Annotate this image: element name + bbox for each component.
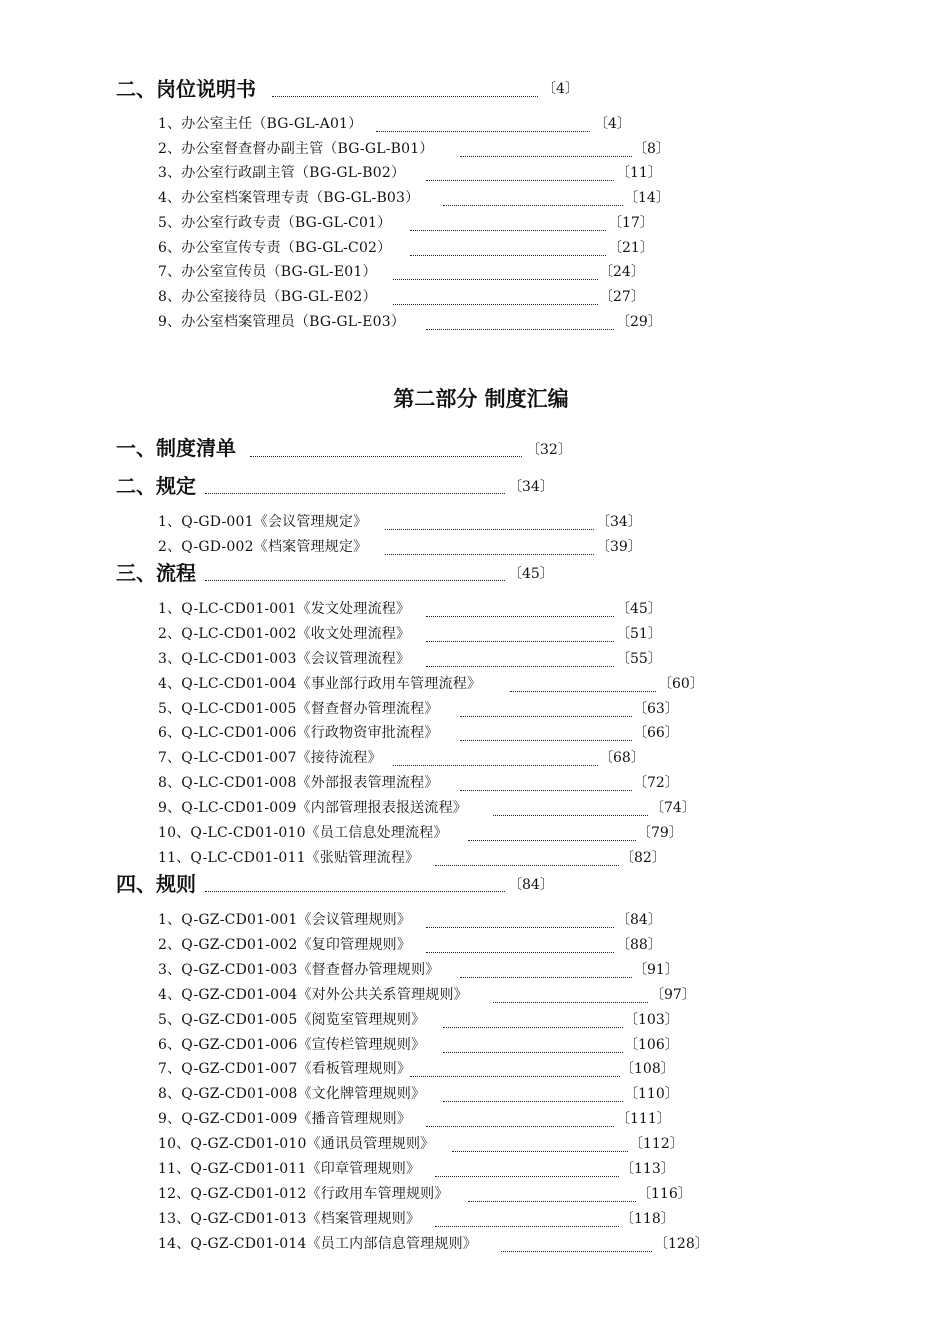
page-number: 〔8〕 xyxy=(633,141,670,157)
page-number: 〔32〕 xyxy=(526,442,572,458)
page-number: 〔39〕 xyxy=(596,539,642,555)
toc-entry: 1、Q-GZ-CD01-001《会议管理规则》 xyxy=(158,912,412,928)
part-title: 第二部分 制度汇编 xyxy=(393,387,569,411)
toc-entry: 1、Q-LC-CD01-001《发文处理流程》 xyxy=(158,601,411,617)
dot-leader xyxy=(443,1052,623,1053)
dot-leader xyxy=(460,790,632,791)
dot-leader xyxy=(460,977,632,978)
dot-leader xyxy=(426,666,614,667)
toc-entry: 3、办公室行政副主管（BG-GL-B02） xyxy=(158,165,406,181)
dot-leader xyxy=(393,279,598,280)
page-number: 〔112〕 xyxy=(629,1136,684,1152)
page-number: 〔106〕 xyxy=(624,1037,679,1053)
toc-entry: 10、Q-LC-CD01-010《员工信息处理流程》 xyxy=(158,825,448,841)
toc-entry: 2、Q-LC-CD01-002《收文处理流程》 xyxy=(158,626,411,642)
toc-entry: 10、Q-GZ-CD01-010《通讯员管理规则》 xyxy=(158,1136,435,1152)
toc-entry: 8、Q-GZ-CD01-008《文化牌管理规则》 xyxy=(158,1086,426,1102)
dot-leader xyxy=(250,456,522,457)
dot-leader xyxy=(205,891,505,892)
page-number: 〔79〕 xyxy=(637,825,683,841)
toc-entry: 6、Q-LC-CD01-006《行政物资审批流程》 xyxy=(158,725,439,741)
toc-entry: 3、Q-GZ-CD01-003《督查督办管理规则》 xyxy=(158,962,440,978)
dot-leader xyxy=(426,1126,614,1127)
page-number: 〔34〕 xyxy=(508,479,554,495)
toc-entry: 5、Q-LC-CD01-005《督查督办管理流程》 xyxy=(158,701,439,717)
dot-leader xyxy=(385,554,594,555)
toc-entry: 4、Q-GZ-CD01-004《对外公共关系管理规则》 xyxy=(158,987,468,1003)
dot-leader xyxy=(460,740,632,741)
toc-entry: 13、Q-GZ-CD01-013《档案管理规则》 xyxy=(158,1211,421,1227)
page-number: 〔4〕 xyxy=(594,116,631,132)
dot-leader xyxy=(426,616,614,617)
page-number: 〔128〕 xyxy=(654,1236,709,1252)
toc-entry: 9、办公室档案管理员（BG-GL-E03） xyxy=(158,314,406,330)
page-number: 〔66〕 xyxy=(633,725,679,741)
toc-entry: 6、办公室宣传专责（BG-GL-C02） xyxy=(158,240,392,256)
page-number: 〔27〕 xyxy=(599,289,645,305)
toc-heading: 三、流程 xyxy=(116,561,196,585)
page-number: 〔108〕 xyxy=(620,1061,675,1077)
page-number: 〔17〕 xyxy=(608,215,654,231)
toc-entry: 9、Q-LC-CD01-009《内部管理报表报送流程》 xyxy=(158,800,467,816)
page-number: 〔91〕 xyxy=(633,962,679,978)
page-number: 〔68〕 xyxy=(599,750,645,766)
toc-entry: 6、Q-GZ-CD01-006《宣传栏管理规则》 xyxy=(158,1037,426,1053)
dot-leader xyxy=(435,865,619,866)
page-number: 〔110〕 xyxy=(624,1086,679,1102)
toc-entry: 4、Q-LC-CD01-004《事业部行政用车管理流程》 xyxy=(158,676,482,692)
dot-leader xyxy=(376,131,590,132)
page-number: 〔14〕 xyxy=(624,190,670,206)
toc-entry: 12、Q-GZ-CD01-012《行政用车管理规则》 xyxy=(158,1186,449,1202)
dot-leader xyxy=(460,156,632,157)
dot-leader xyxy=(393,304,598,305)
page-number: 〔88〕 xyxy=(616,937,662,953)
dot-leader xyxy=(510,691,656,692)
page-number: 〔111〕 xyxy=(616,1111,671,1127)
dot-leader xyxy=(426,180,614,181)
toc-entry: 8、办公室接待员（BG-GL-E02） xyxy=(158,289,377,305)
page-number: 〔11〕 xyxy=(616,165,662,181)
toc-entry: 7、Q-LC-CD01-007《接待流程》 xyxy=(158,750,382,766)
toc-entry: 7、办公室宣传员（BG-GL-E01） xyxy=(158,264,377,280)
dot-leader xyxy=(426,641,614,642)
page-number: 〔74〕 xyxy=(650,800,696,816)
page-number: 〔55〕 xyxy=(616,651,662,667)
toc-entry: 2、Q-GD-002《档案管理规定》 xyxy=(158,539,368,555)
page-number: 〔60〕 xyxy=(658,676,704,692)
dot-leader xyxy=(435,1176,619,1177)
page-number: 〔103〕 xyxy=(624,1012,679,1028)
dot-leader xyxy=(493,815,648,816)
dot-leader xyxy=(410,255,606,256)
page-number: 〔4〕 xyxy=(542,81,579,97)
page-number: 〔113〕 xyxy=(620,1161,675,1177)
dot-leader xyxy=(435,1226,619,1227)
dot-leader xyxy=(452,1151,628,1152)
page-number: 〔34〕 xyxy=(596,514,642,530)
toc-heading: 一、制度清单 xyxy=(116,436,236,460)
page-number: 〔72〕 xyxy=(633,775,679,791)
toc-entry: 2、办公室督查督办副主管（BG-GL-B01） xyxy=(158,141,434,157)
dot-leader xyxy=(443,1101,623,1102)
page-number: 〔118〕 xyxy=(620,1211,675,1227)
toc-entry: 9、Q-GZ-CD01-009《播音管理规则》 xyxy=(158,1111,412,1127)
page-number: 〔116〕 xyxy=(637,1186,692,1202)
toc-heading: 二、规定 xyxy=(116,474,196,498)
toc-entry: 2、Q-GZ-CD01-002《复印管理规则》 xyxy=(158,937,412,953)
page-number: 〔84〕 xyxy=(508,877,554,893)
page-number: 〔82〕 xyxy=(620,850,666,866)
dot-leader xyxy=(393,765,598,766)
toc-heading: 二、岗位说明书 xyxy=(116,77,256,101)
dot-leader xyxy=(443,1027,623,1028)
dot-leader xyxy=(468,840,636,841)
page-number: 〔84〕 xyxy=(616,912,662,928)
dot-leader xyxy=(272,96,538,97)
page-number: 〔51〕 xyxy=(616,626,662,642)
dot-leader xyxy=(493,1002,648,1003)
page-number: 〔29〕 xyxy=(616,314,662,330)
dot-leader xyxy=(410,1076,620,1077)
page-number: 〔45〕 xyxy=(616,601,662,617)
toc-entry: 3、Q-LC-CD01-003《会议管理流程》 xyxy=(158,651,411,667)
page-number: 〔97〕 xyxy=(650,987,696,1003)
dot-leader xyxy=(426,952,614,953)
toc-entry: 5、Q-GZ-CD01-005《阅览室管理规则》 xyxy=(158,1012,426,1028)
toc-heading: 四、规则 xyxy=(116,872,196,896)
toc-entry: 14、Q-GZ-CD01-014《员工内部信息管理规则》 xyxy=(158,1236,477,1252)
toc-entry: 11、Q-LC-CD01-011《张贴管理流程》 xyxy=(158,850,420,866)
dot-leader xyxy=(205,580,505,581)
dot-leader xyxy=(426,927,614,928)
dot-leader xyxy=(443,205,623,206)
dot-leader xyxy=(501,1251,652,1252)
page-number: 〔63〕 xyxy=(633,701,679,717)
toc-entry: 1、Q-GD-001《会议管理规定》 xyxy=(158,514,368,530)
dot-leader xyxy=(460,716,632,717)
dot-leader xyxy=(385,529,594,530)
page-number: 〔24〕 xyxy=(599,264,645,280)
dot-leader xyxy=(426,329,614,330)
dot-leader xyxy=(205,493,505,494)
toc-entry: 11、Q-GZ-CD01-011《印章管理规则》 xyxy=(158,1161,421,1177)
page-number: 〔45〕 xyxy=(508,566,554,582)
toc-entry: 8、Q-LC-CD01-008《外部报表管理流程》 xyxy=(158,775,439,791)
dot-leader xyxy=(468,1201,636,1202)
page-number: 〔21〕 xyxy=(608,240,654,256)
toc-entry: 4、办公室档案管理专责（BG-GL-B03） xyxy=(158,190,420,206)
toc-entry: 1、办公室主任（BG-GL-A01） xyxy=(158,116,363,132)
toc-entry: 5、办公室行政专责（BG-GL-C01） xyxy=(158,215,392,231)
dot-leader xyxy=(410,230,606,231)
toc-entry: 7、Q-GZ-CD01-007《看板管理规则》 xyxy=(158,1061,412,1077)
